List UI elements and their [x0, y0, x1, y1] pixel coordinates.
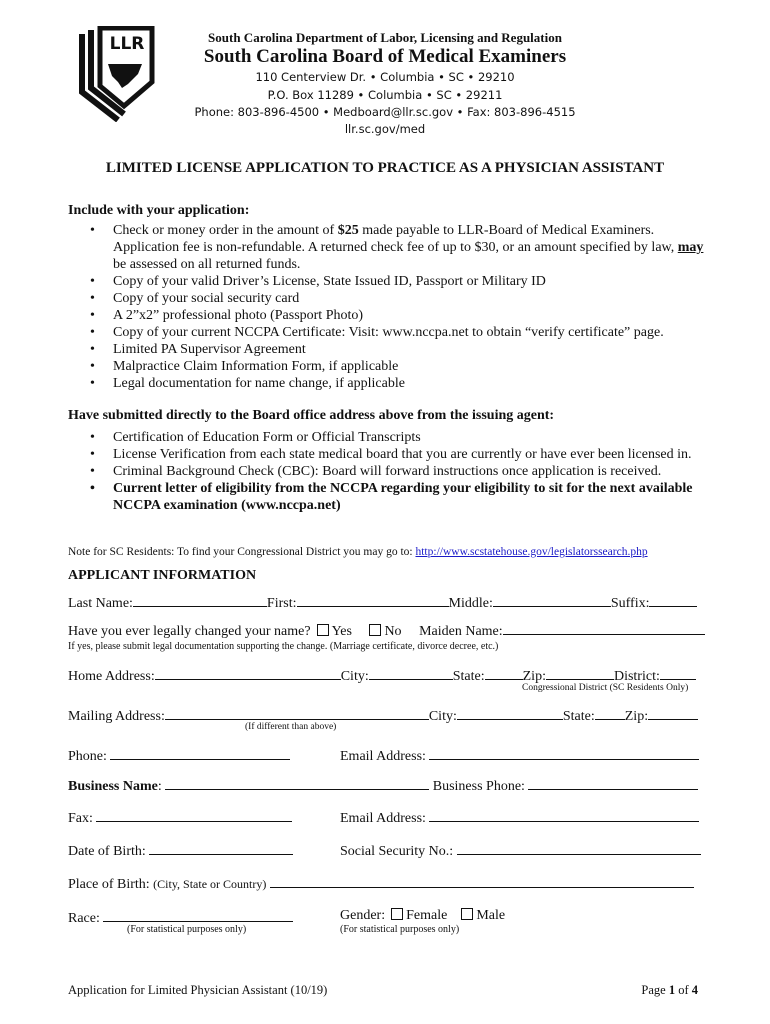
fax-field[interactable] — [96, 808, 292, 822]
list-item: • Malpractice Claim Information Form, if applicable — [68, 358, 708, 375]
mailing-address-field[interactable] — [165, 706, 429, 720]
maiden-name-field[interactable] — [503, 621, 705, 635]
list-item: • Limited PA Supervisor Agreement — [68, 341, 708, 358]
footer-form-name: Application for Limited Physician Assistant (10/19) — [68, 983, 328, 997]
home-address-field[interactable] — [155, 666, 341, 680]
contact-line: Phone: 803-896-4500 • Medboard@llr.sc.gov • Fax: 803-896-4515 — [194, 105, 576, 119]
name-change-row: Have you ever legally changed your name? Yes No Maiden Name: — [68, 621, 702, 640]
mailing-city-field[interactable] — [457, 706, 563, 720]
home-zip-field[interactable] — [546, 666, 614, 680]
name-row: Last Name: First: Middle: Suffix: — [68, 593, 702, 612]
page-number: Page 1 of 4 — [641, 983, 698, 997]
list-item: • Copy of your current NCCPA Certificate: Visit: www.nccpa.net to obtain “verify certificate” page. — [68, 324, 708, 341]
home-state-field[interactable] — [485, 666, 523, 680]
logo-text: LLR — [109, 34, 145, 54]
list-item: • License Verification from each state medical board that you are currently or have ever been licensed in. — [68, 446, 708, 463]
email-field[interactable] — [429, 746, 699, 760]
list-item: • Certification of Education Form or Official Transcripts — [68, 429, 708, 446]
pob-row: Place of Birth: (City, State or Country) — [68, 874, 702, 893]
race-hint: (For statistical purposes only) — [127, 924, 247, 935]
street-address: 110 Centerview Dr. • Columbia • SC • 29210 — [255, 70, 515, 84]
district-field[interactable] — [660, 666, 696, 680]
list-item: • Copy of your social security card — [68, 290, 708, 307]
phone-field[interactable] — [110, 746, 290, 760]
list-item: • Criminal Background Check (CBC): Board will forward instructions once application is received. — [68, 463, 708, 480]
district-note: Note for SC Residents: To find your Congressional District you may go to: http://www.scstatehouse.gov/legislatorssearch.php — [68, 546, 648, 558]
applicant-heading: APPLICANT INFORMATION — [68, 568, 257, 583]
website: llr.sc.gov/med — [344, 122, 426, 136]
male-checkbox[interactable] — [461, 908, 473, 920]
business-row: Business Name: Business Phone: — [68, 776, 702, 795]
district-lookup-link[interactable]: http://www.scstatehouse.gov/legislatorssearch.php — [415, 546, 648, 558]
list-item: • Legal documentation for name change, if applicable — [68, 375, 708, 392]
po-box-address: P.O. Box 11289 • Columbia • SC • 29211 — [267, 88, 503, 102]
suffix-field[interactable] — [649, 593, 697, 607]
list-item: • Current letter of eligibility from the NCCPA regarding your eligibility to sit for the next available NCCPA examination (www.nccpa.net) — [68, 480, 708, 514]
district-hint: Congressional District (SC Residents Only) — [522, 683, 689, 693]
home-city-field[interactable] — [369, 666, 453, 680]
race-field[interactable] — [103, 908, 293, 922]
dob-field[interactable] — [149, 841, 293, 855]
list-item: • Check or money order in the amount of $25 made payable to LLR-Board of Medical Examiners. Application fee is non-refundable. A returned check fee of up to $30, or an amount specified by law, may be assessed on all returned funds. — [68, 222, 708, 273]
dob-ssn-row: Date of Birth: Social Security No.: — [68, 841, 702, 860]
business-phone-field[interactable] — [528, 776, 698, 790]
no-checkbox[interactable] — [369, 624, 381, 636]
business-name-field[interactable] — [165, 776, 429, 790]
list-item: • A 2”x2” professional photo (Passport Photo) — [68, 307, 708, 324]
include-heading: Include with your application: — [68, 203, 250, 218]
first-name-field[interactable] — [297, 593, 449, 607]
board-name: South Carolina Board of Medical Examiners — [203, 46, 567, 67]
submitted-list — [68, 429, 708, 514]
mailing-hint: (If different than above) — [245, 722, 337, 732]
pob-field[interactable] — [270, 874, 694, 888]
last-name-field[interactable] — [133, 593, 267, 607]
email-field-2[interactable] — [429, 808, 699, 822]
submitted-heading: Have submitted directly to the Board office address above from the issuing agent: — [68, 408, 555, 423]
middle-name-field[interactable] — [493, 593, 611, 607]
mailing-state-field[interactable] — [595, 706, 625, 720]
yes-checkbox[interactable] — [317, 624, 329, 636]
female-checkbox[interactable] — [391, 908, 403, 920]
page-title: LIMITED LICENSE APPLICATION TO PRACTICE AS A PHYSICIAN ASSISTANT — [105, 160, 665, 176]
ssn-field[interactable] — [457, 841, 701, 855]
gender-hint: (For statistical purposes only) — [340, 924, 460, 935]
include-list — [68, 222, 708, 392]
department-name: South Carolina Department of Labor, Licensing and Regulation — [208, 30, 562, 45]
mailing-zip-field[interactable] — [648, 706, 698, 720]
home-address-row: Home Address: City: State: Zip: District: — [68, 666, 702, 685]
race-gender-row: Race: Gender: Female Male — [68, 908, 506, 926]
fax-email-row: Fax: Email Address: — [68, 808, 702, 827]
list-item: • Copy of your valid Driver’s License, State Issued ID, Passport or Military ID — [68, 273, 708, 290]
name-change-note: If yes, please submit legal documentation supporting the change. (Marriage certificate, divorce decree, etc.) — [68, 641, 499, 652]
mailing-address-row: Mailing Address: City: State: Zip: — [68, 706, 702, 725]
phone-email-row: Phone: Email Address: — [68, 746, 702, 765]
